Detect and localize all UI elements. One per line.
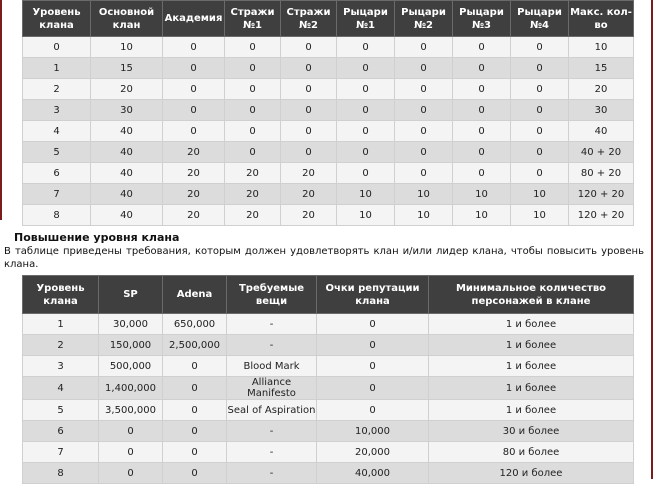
table-cell: 0: [99, 463, 163, 484]
table-cell: 0: [281, 121, 337, 142]
table-cell: 1,400,000: [99, 377, 163, 400]
table-cell: 0: [99, 421, 163, 442]
table-row: [23, 421, 634, 442]
table-cell: 30: [91, 100, 163, 121]
table-row: [23, 142, 634, 163]
table-cell: -: [227, 463, 317, 484]
table-row: [23, 442, 634, 463]
table-cell: 0: [395, 163, 453, 184]
column-header: Макс. кол-во: [569, 1, 634, 37]
table-cell: 120 и более: [429, 463, 634, 484]
table-cell: 0: [337, 121, 395, 142]
table-cell: 40 + 20: [569, 142, 634, 163]
table-cell: Blood Mark: [227, 356, 317, 377]
table-cell: 2: [23, 79, 91, 100]
column-header: Требуемые вещи: [227, 276, 317, 314]
table-cell: 0: [163, 79, 225, 100]
table-cell: 0: [395, 79, 453, 100]
table-cell: 0: [395, 58, 453, 79]
table-cell: 10,000: [317, 421, 429, 442]
table-cell: 0: [225, 142, 281, 163]
table-cell: -: [227, 442, 317, 463]
table-cell: 20,000: [317, 442, 429, 463]
table-cell: 0: [511, 79, 569, 100]
table-cell: 0: [23, 37, 91, 58]
clan-level-requirements-table: [22, 275, 634, 484]
table-cell: 1 и более: [429, 400, 634, 421]
table-cell: 0: [317, 335, 429, 356]
table-cell: 30 и более: [429, 421, 634, 442]
table-cell: 0: [163, 400, 227, 421]
table-cell: 0: [511, 37, 569, 58]
table-cell: 0: [337, 163, 395, 184]
table-cell: 0: [163, 37, 225, 58]
table-row: [23, 184, 634, 205]
table-cell: 0: [511, 58, 569, 79]
table-cell: 40: [91, 205, 163, 226]
table-cell: 8: [23, 463, 99, 484]
column-header: SP: [99, 276, 163, 314]
table-cell: -: [227, 314, 317, 335]
table-cell: 500,000: [99, 356, 163, 377]
table-cell: 0: [281, 100, 337, 121]
table-cell: 8: [23, 205, 91, 226]
table-cell: 40: [91, 142, 163, 163]
table-cell: 0: [337, 100, 395, 121]
table-cell: 0: [317, 356, 429, 377]
table-cell: 1 и более: [429, 377, 634, 400]
table-cell: 10: [395, 184, 453, 205]
column-header: Уровень клана: [23, 276, 99, 314]
table-cell: 150,000: [99, 335, 163, 356]
table-cell: 20: [225, 184, 281, 205]
table-cell: 0: [395, 37, 453, 58]
table-cell: 10: [453, 184, 511, 205]
table-row: [23, 163, 634, 184]
table-cell: 80 и более: [429, 442, 634, 463]
table-cell: 40: [569, 121, 634, 142]
table-cell: 0: [337, 142, 395, 163]
table-cell: 0: [453, 58, 511, 79]
table-cell: 0: [163, 442, 227, 463]
table-cell: 20: [225, 205, 281, 226]
table-cell: 10: [337, 205, 395, 226]
table-cell: 0: [163, 463, 227, 484]
section-title: Повышение уровня клана: [14, 231, 180, 244]
table-cell: 0: [163, 58, 225, 79]
table-cell: 3: [23, 356, 99, 377]
table-row: [23, 377, 634, 400]
table-row: [23, 58, 634, 79]
table-cell: 20: [569, 79, 634, 100]
table-cell: 0: [163, 421, 227, 442]
table-cell: 0: [337, 37, 395, 58]
table-cell: 7: [23, 184, 91, 205]
column-header: Очки репутации клана: [317, 276, 429, 314]
table-row: [23, 121, 634, 142]
table-cell: 0: [317, 377, 429, 400]
table-cell: 20: [163, 142, 225, 163]
column-header: Рыцари №1: [337, 1, 395, 37]
table-cell: 0: [511, 121, 569, 142]
table-cell: 0: [395, 100, 453, 121]
table-cell: 10: [337, 184, 395, 205]
table-cell: 10: [395, 205, 453, 226]
table-cell: 20: [281, 184, 337, 205]
table-row: [23, 205, 634, 226]
table-header-row: [23, 276, 634, 314]
table-cell: 0: [225, 121, 281, 142]
table-cell: 0: [163, 377, 227, 400]
table-cell: -: [227, 421, 317, 442]
table-cell: 7: [23, 442, 99, 463]
table-cell: 30,000: [99, 314, 163, 335]
table-cell: 10: [511, 184, 569, 205]
table-cell: 0: [225, 100, 281, 121]
table-cell: 0: [453, 100, 511, 121]
table-row: [23, 79, 634, 100]
table-cell: 2,500,000: [163, 335, 227, 356]
table-cell: 0: [395, 142, 453, 163]
table-cell: 40: [91, 121, 163, 142]
table-cell: 0: [281, 79, 337, 100]
column-header: Рыцари №3: [453, 1, 511, 37]
table-cell: 10: [91, 37, 163, 58]
table-cell: 4: [23, 121, 91, 142]
table-row: [23, 37, 634, 58]
table-cell: 0: [225, 79, 281, 100]
column-header: Основной клан: [91, 1, 163, 37]
table-cell: 0: [281, 58, 337, 79]
table-row: [23, 335, 634, 356]
table-cell: 0: [453, 121, 511, 142]
table-cell: 10: [511, 205, 569, 226]
table-cell: Alliance Manifesto: [227, 377, 317, 400]
table-cell: 20: [91, 79, 163, 100]
table-cell: 6: [23, 421, 99, 442]
table-cell: 0: [453, 163, 511, 184]
table-cell: 15: [569, 58, 634, 79]
table-cell: 0: [453, 142, 511, 163]
table-cell: 120 + 20: [569, 184, 634, 205]
table-cell: 0: [281, 37, 337, 58]
table-cell: 0: [225, 37, 281, 58]
table-cell: 1 и более: [429, 314, 634, 335]
section-description: В таблице приведены требования, которым должен удовлетворять клан и/или лидер клана, чтобы повысить уровень клана.: [4, 246, 644, 270]
column-header: Стражи №2: [281, 1, 337, 37]
table-cell: 3,500,000: [99, 400, 163, 421]
table-cell: 0: [163, 356, 227, 377]
clan-members-table: [22, 0, 634, 226]
table-cell: 650,000: [163, 314, 227, 335]
table-cell: 0: [337, 58, 395, 79]
table-cell: 0: [99, 442, 163, 463]
table-cell: 10: [569, 37, 634, 58]
table-cell: 0: [225, 58, 281, 79]
column-header: Академия: [163, 1, 225, 37]
table-cell: 0: [453, 79, 511, 100]
table-cell: 5: [23, 142, 91, 163]
table-cell: 5: [23, 400, 99, 421]
table-cell: 120 + 20: [569, 205, 634, 226]
table-row: [23, 314, 634, 335]
table-cell: 1 и более: [429, 356, 634, 377]
table-cell: 0: [511, 163, 569, 184]
table-cell: 0: [317, 314, 429, 335]
table-row: [23, 400, 634, 421]
column-header: Минимальное количество персонажей в клане: [429, 276, 634, 314]
table-cell: 3: [23, 100, 91, 121]
table-row: [23, 100, 634, 121]
table-cell: 20: [225, 163, 281, 184]
table-cell: 6: [23, 163, 91, 184]
table-cell: 0: [511, 142, 569, 163]
table-cell: 30: [569, 100, 634, 121]
table-cell: 4: [23, 377, 99, 400]
column-header: Стражи №1: [225, 1, 281, 37]
table-row: [23, 463, 634, 484]
table-cell: 0: [453, 37, 511, 58]
table-cell: 20: [281, 205, 337, 226]
table-cell: 0: [337, 79, 395, 100]
table-cell: 20: [163, 163, 225, 184]
table-cell: 1 и более: [429, 335, 634, 356]
column-header: Рыцари №4: [511, 1, 569, 37]
table-row: [23, 356, 634, 377]
table-cell: 20: [163, 184, 225, 205]
table-cell: 40: [91, 184, 163, 205]
table-cell: 80 + 20: [569, 163, 634, 184]
table-cell: 0: [511, 100, 569, 121]
column-header: Рыцари №2: [395, 1, 453, 37]
table-cell: 0: [163, 121, 225, 142]
table-cell: 20: [281, 163, 337, 184]
table-cell: 0: [281, 142, 337, 163]
table-cell: 0: [163, 100, 225, 121]
table-cell: 1: [23, 58, 91, 79]
page-frame-left: [0, 0, 2, 220]
table-cell: 1: [23, 314, 99, 335]
table-cell: 0: [317, 400, 429, 421]
table-cell: 40: [91, 163, 163, 184]
table-header-row: [23, 1, 634, 37]
table-cell: -: [227, 335, 317, 356]
table-cell: 0: [395, 121, 453, 142]
table-cell: 10: [453, 205, 511, 226]
table-cell: 15: [91, 58, 163, 79]
column-header: Уровень клана: [23, 1, 91, 37]
table-cell: Seal of Aspiration: [227, 400, 317, 421]
column-header: Adena: [163, 276, 227, 314]
table-cell: 20: [163, 205, 225, 226]
table-cell: 40,000: [317, 463, 429, 484]
table-cell: 2: [23, 335, 99, 356]
